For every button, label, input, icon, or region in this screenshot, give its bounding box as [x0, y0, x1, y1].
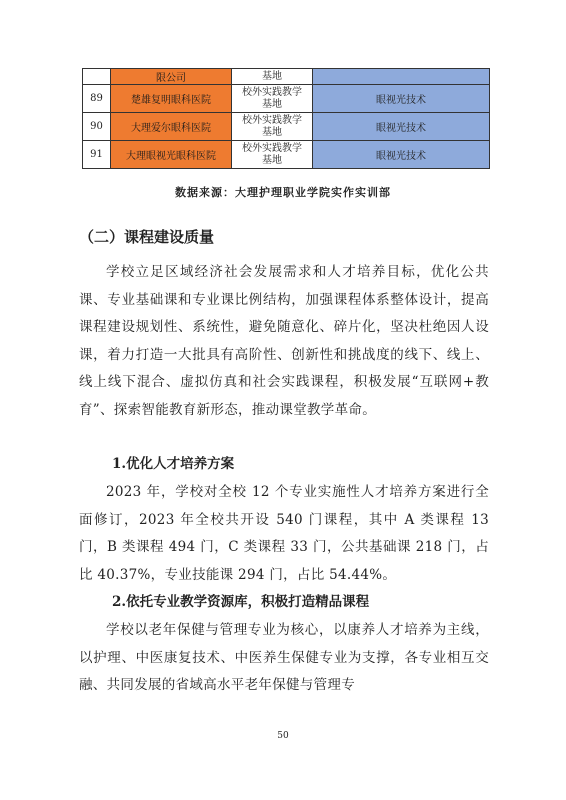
institution-name: 大理眼视光眼科医院	[111, 141, 232, 169]
base-type-line1: 校外实践教学	[242, 114, 302, 126]
row-number: 91	[83, 141, 111, 169]
base-type-line1: 校外实践教学	[242, 86, 302, 98]
row-number: 90	[83, 113, 111, 141]
row-number: 89	[83, 85, 111, 113]
institution-name: 楚雄复明眼科医院	[111, 85, 232, 113]
major-name	[313, 69, 490, 85]
table-row	[83, 85, 490, 113]
base-type	[232, 85, 313, 113]
institution-name: 大理爱尔眼科医院	[111, 113, 232, 141]
subsection-2-paragraph: 学校以老年保健与管理专业为核心，以康养人才培养为主线，以护理、中医康复技术、中医养生保健专业为支撑，各专业相互交融、共同发展的省域高水平老年保健与管理专	[79, 622, 489, 694]
table-row	[83, 141, 490, 169]
base-type-line2: 基地	[262, 126, 282, 138]
major-name: 眼视光技术	[313, 141, 490, 169]
institution-name: 限公司	[111, 69, 232, 85]
row-number	[83, 69, 111, 85]
major-name: 眼视光技术	[313, 85, 490, 113]
major-name: 眼视光技术	[313, 113, 490, 141]
base-type-line2: 基地	[262, 98, 282, 110]
practice-base-table	[82, 68, 490, 169]
table-row	[83, 69, 490, 85]
base-type-line1: 校外实践教学	[242, 142, 302, 154]
base-type	[232, 113, 313, 141]
section-heading: （二）课程建设质量	[79, 228, 215, 246]
subsection-1-paragraph: 2023 年，学校对全校 12 个专业实施性人才培养方案进行全面修订，2023 年全校共开设 540 门课程，其中 A 类课程 13 门，B 类课程 494 门，C 类课程 33 门，公共基础课 218 门，占比 40.37%，专业技能课 294 门，占比 54.44%。	[79, 484, 489, 583]
table-row	[83, 113, 490, 141]
subsection-heading-2: 2.依托专业教学资源库，积极打造精品课程	[112, 594, 370, 610]
subsection-heading-1: 1.优化人才培养方案	[112, 456, 235, 472]
base-type	[232, 141, 313, 169]
base-type: 基地	[232, 69, 313, 85]
base-type-line2: 基地	[262, 154, 282, 166]
page-number: 50	[277, 731, 289, 741]
intro-paragraph: 学校立足区域经济社会发展需求和人才培养目标，优化公共课、专业基础课和专业课比例结构，加强课程体系整体设计，提高课程建设规划性、系统性，避免随意化、碎片化，坚决杜绝因人设课，着力打造一大批具有高阶性、创新性和挑战度的线下、线上、线上线下混合、虚拟仿真和社会实践课程，积极发展“互联网+教育”、探索智能教育新形态，推动课堂教学革命。	[79, 264, 489, 418]
table-source-note: 数据来源：大理护理职业学院实作实训部	[175, 186, 391, 199]
